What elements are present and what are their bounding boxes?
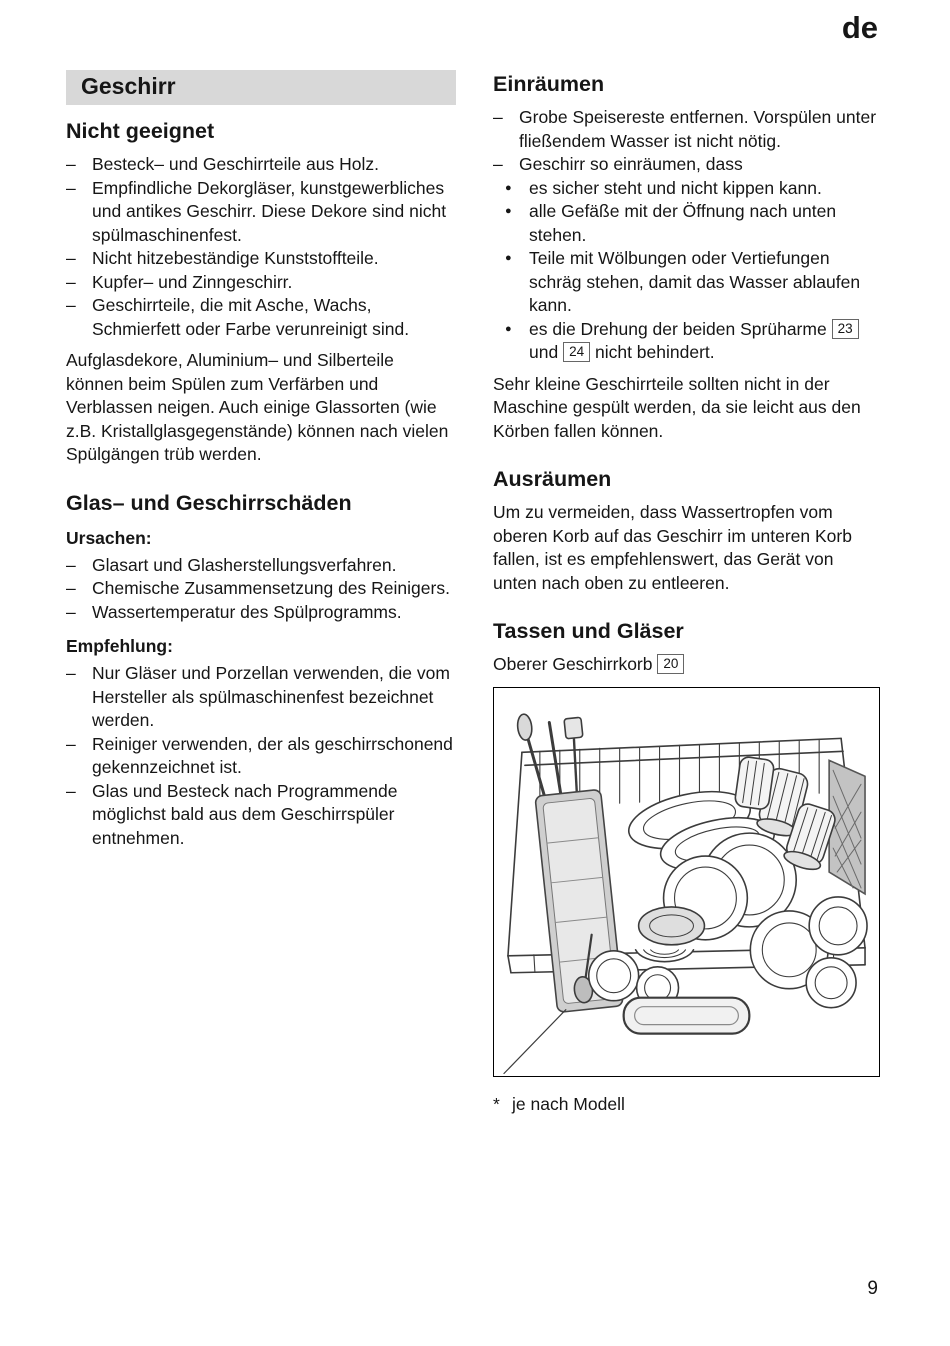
caption-text: Oberer Geschirrkorb bbox=[493, 654, 653, 674]
footnote-text: je nach Modell bbox=[512, 1093, 625, 1114]
list-item bbox=[505, 247, 881, 318]
list-item-text: Glasart und Glasherstellungsverfahren. bbox=[92, 554, 397, 575]
dash-bullet: – bbox=[66, 248, 76, 268]
list-item-text: Nur Gläser und Porzellan verwenden, die vom Hersteller als spülmaschinenfest bezeichnet werden. bbox=[92, 663, 450, 730]
nested-bullet-list bbox=[505, 177, 881, 365]
list-item-text: Kupfer– und Zinngeschirr. bbox=[92, 271, 293, 292]
list-item bbox=[493, 106, 881, 153]
list-item bbox=[505, 200, 881, 247]
heading-tassen-und-glaeser: Tassen und Gläser bbox=[493, 619, 684, 643]
heading-glas-geschirrschaeden: Glas– und Geschirrschäden bbox=[66, 490, 352, 515]
list-item bbox=[66, 177, 456, 248]
list-item bbox=[505, 177, 881, 201]
spray-arm-ref-23: 23 bbox=[832, 319, 859, 339]
label-ursachen: Ursachen: bbox=[66, 527, 152, 548]
footnote-leader-line bbox=[504, 1009, 566, 1073]
list-item bbox=[66, 247, 456, 271]
list-item-text: alle Gefäße mit der Öffnung nach unten stehen. bbox=[529, 201, 837, 245]
dot-bullet: ● bbox=[505, 205, 512, 217]
basket-handle bbox=[624, 997, 750, 1033]
heading-nicht-geeignet: Nicht geeignet bbox=[66, 119, 215, 143]
dishwasher-basket-figure bbox=[493, 687, 880, 1077]
dot-bullet: ● bbox=[505, 181, 512, 194]
right-column bbox=[493, 70, 881, 1116]
dash-bullet: – bbox=[66, 154, 76, 174]
mesh-shelf bbox=[829, 760, 865, 894]
dot-bullet: ● bbox=[505, 252, 512, 264]
text-fragment: es die Drehung der beiden Sprüharme bbox=[529, 318, 827, 339]
list-item-text: Wassertemperatur des Spülprogramms. bbox=[92, 601, 402, 622]
list-item-text: Reiniger verwenden, der als geschirrschonend gekennzeichnet ist. bbox=[92, 733, 453, 777]
list-item bbox=[66, 554, 456, 578]
list-item bbox=[66, 153, 456, 177]
heading-ausraeumen: Ausräumen bbox=[493, 467, 612, 491]
dash-bullet: – bbox=[66, 554, 76, 575]
dash-bullet: – bbox=[493, 154, 503, 174]
asterisk-marker: * bbox=[493, 1093, 500, 1114]
section-bar-title: Geschirr bbox=[66, 70, 456, 105]
spray-arm-ref-24: 24 bbox=[563, 342, 590, 362]
list-item-text: Glas und Besteck nach Programmende möglichst bald aus dem Geschirrspüler entnehmen. bbox=[92, 780, 398, 848]
page-number: 9 bbox=[867, 1278, 878, 1299]
left-column bbox=[66, 70, 456, 850]
list-item-text: Teile mit Wölbungen oder Vertiefungen schräg stehen, damit das Wasser ablaufen kann. bbox=[529, 248, 861, 315]
list-item bbox=[493, 153, 881, 177]
list-item bbox=[66, 294, 456, 341]
dash-bullet: – bbox=[66, 578, 76, 598]
list-item-text: Chemische Zusammensetzung des Reinigers. bbox=[92, 578, 450, 598]
list-item bbox=[505, 318, 881, 365]
list-item-text: Empfindliche Dekorgläser, kunstgewerbliches und antikes Geschirr. Diese Dekore sind nicht spülmaschinenfest. bbox=[92, 177, 447, 245]
list-item bbox=[66, 662, 456, 733]
list-item-text: Nicht hitzebeständige Kunststoffteile. bbox=[92, 248, 379, 268]
list-item bbox=[66, 271, 456, 295]
paragraph-kleine-geschirrteile: Sehr kleine Geschirrteile sollten nicht in der Maschine gespült werden, da sie leicht aus den Körben fallen können. bbox=[493, 373, 861, 441]
list-item-text: Geschirr so einräumen, dass bbox=[519, 154, 743, 174]
upper-basket-ref-20: 20 bbox=[657, 654, 684, 674]
dash-bullet: – bbox=[493, 107, 503, 127]
language-code: de bbox=[841, 10, 878, 45]
dash-bullet: – bbox=[66, 780, 76, 801]
list-item bbox=[66, 780, 456, 851]
list-item-text bbox=[529, 318, 881, 365]
dash-bullet: – bbox=[66, 663, 76, 683]
figure-footnote bbox=[493, 1093, 881, 1117]
list-item-text: Besteck– und Geschirrteile aus Holz. bbox=[92, 154, 379, 174]
dash-bullet: – bbox=[66, 177, 76, 198]
paragraph-aufglasdekore: Aufglasdekore, Aluminium– und Silberteile können beim Spülen zum Verfärben und Verblassen neigen. Auch einige Glassorten (wie z.B. Kristallglasgegenstände) können nach vielen Spülgängen trüb werden. bbox=[66, 350, 449, 464]
list-item bbox=[66, 733, 456, 780]
text-fragment: nicht behindert. bbox=[594, 342, 715, 362]
paragraph-ausraeumen: Um zu vermeiden, dass Wassertropfen vom oberen Korb auf das Geschirr im unteren Korb fallen, ist es empfehlenswert, das Gerät von unten nach oben zu entleeren. bbox=[493, 502, 852, 593]
dash-bullet: – bbox=[66, 295, 76, 315]
dot-bullet: ● bbox=[505, 322, 512, 335]
list-item-text: es sicher steht und nicht kippen kann. bbox=[529, 177, 822, 198]
list-item-text: Grobe Speisereste entfernen. Vorspülen unter fließendem Wasser ist nicht nötig. bbox=[519, 107, 877, 151]
label-empfehlung: Empfehlung: bbox=[66, 636, 173, 656]
heading-einraeumen: Einräumen bbox=[493, 72, 605, 96]
list-item-text: Geschirrteile, die mit Asche, Wachs, Schmierfett oder Farbe verunreinigt sind. bbox=[92, 295, 410, 339]
dash-bullet: – bbox=[66, 733, 76, 754]
list-item bbox=[66, 601, 456, 625]
text-fragment: und bbox=[529, 342, 559, 362]
dishwasher-basket-illustration bbox=[494, 688, 879, 1076]
dash-bullet: – bbox=[66, 271, 76, 292]
list-item bbox=[66, 577, 456, 601]
dash-bullet: – bbox=[66, 601, 76, 622]
upper-basket-caption bbox=[493, 653, 881, 677]
